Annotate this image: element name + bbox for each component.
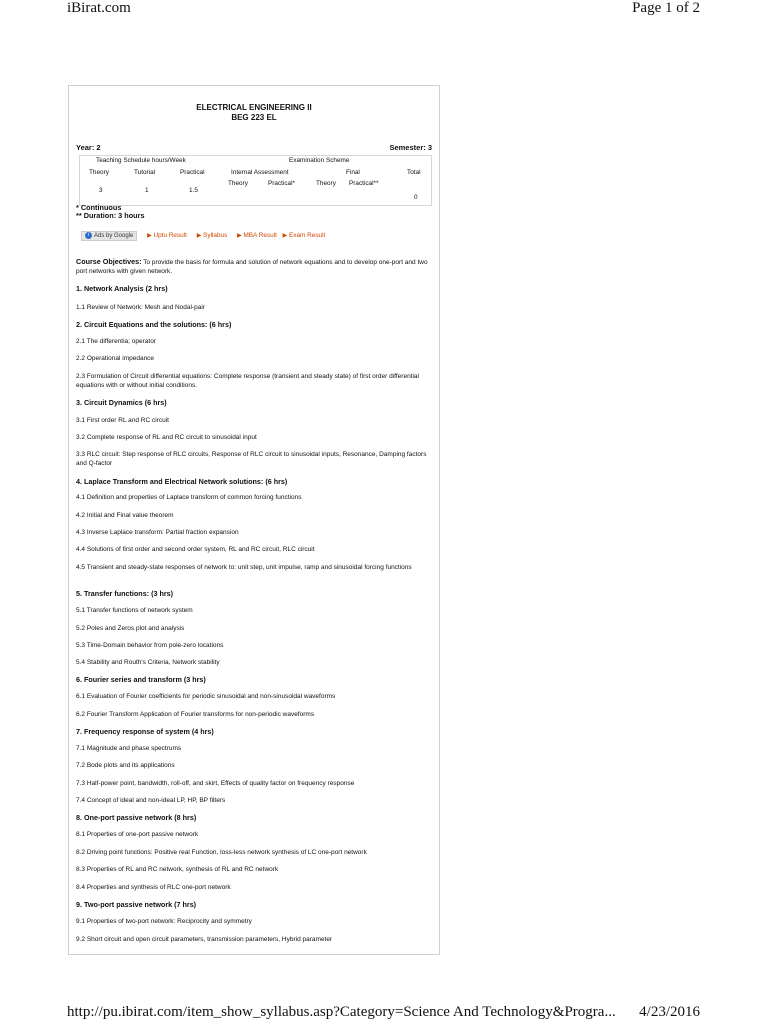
value-tutorial: 1 <box>145 187 149 194</box>
section-item: 9.2 Short circuit and open circuit parameters, transmission parameters, Hybrid parameter <box>76 936 333 943</box>
section-heading: 1. Network Analysis (2 hrs) <box>76 284 168 293</box>
section-item: 5.4 Stability and Routh's Criteria, Network stability <box>76 659 220 666</box>
page-header <box>0 0 768 22</box>
section-item: 9.1 Properties of two-port network: Reciprocity and symmetry <box>76 918 252 925</box>
section-item: 7.2 Bode plots and its applications <box>76 762 175 769</box>
objectives-text: To provide the basis for formula and solution of network equations and to develop one-port and two port networks with given network. <box>76 259 428 275</box>
examination-scheme-header: Examination Scheme <box>289 157 350 164</box>
info-icon: i <box>85 232 92 239</box>
course-title: ELECTRICAL ENGINEERING II <box>196 103 312 112</box>
course-code: BEG 223 EL <box>231 113 277 122</box>
section-item: 5.1 Transfer functions of network system <box>76 607 193 614</box>
col-ia-practical: Practical* <box>268 180 295 187</box>
section-heading: 3. Circuit Dynamics (6 hrs) <box>76 398 167 407</box>
page-url: http://pu.ibirat.com/item_show_syllabus.asp?Category=Science And Technology&Progra... <box>67 1004 616 1020</box>
ad-link-exam-result[interactable] <box>283 232 326 239</box>
col-total: Total <box>407 169 421 176</box>
year-label: Year: 2 <box>76 143 101 152</box>
syllabus-box <box>68 85 440 955</box>
course-objectives <box>76 258 432 276</box>
col-ia-theory: Theory <box>228 180 248 187</box>
value-practical: 1.5 <box>189 187 198 194</box>
semester-label: Semester: 3 <box>389 143 432 152</box>
section-item: 5.3 Time-Domain behavior from pole-zero locations <box>76 642 224 649</box>
section-item: 4.3 Inverse Laplace transform: Partial fraction expansion <box>76 529 239 536</box>
print-date: 4/23/2016 <box>639 1004 700 1020</box>
section-item: 2.2 Operational impedance <box>76 355 155 362</box>
value-total: 0 <box>414 194 418 201</box>
section-item: 4.2 Initial and Final value theorem <box>76 512 174 519</box>
section-item: 8.1 Properties of one-port passive network <box>76 831 199 838</box>
note-continuous: * Continuous <box>76 203 122 212</box>
ads-label: Ads by Google <box>94 233 134 240</box>
ad-link-uptu-result[interactable] <box>147 232 187 239</box>
section-heading: 8. One-port passive network (8 hrs) <box>76 813 197 822</box>
col-final-theory: Theory <box>316 180 336 187</box>
site-name: iBirat.com <box>67 0 131 16</box>
section-item: 8.4 Properties and synthesis of RLC one-port network <box>76 884 231 891</box>
ad-link-syllabus[interactable] <box>197 232 228 239</box>
section-heading: 6. Fourier series and transform (3 hrs) <box>76 675 206 684</box>
col-final-practical: Practical** <box>349 180 379 187</box>
teaching-schedule-header: Teaching Schedule hours/Week <box>96 157 186 164</box>
ads-bar <box>81 231 325 241</box>
ad-link-label: MBA Result <box>243 232 277 240</box>
section-item: 6.1 Evaluation of Fourier coefficients for periodic sinusoidal and non-sinusoidal waveforms <box>76 693 336 700</box>
section-item: 4.5 Transient and steady-state responses of network to: unit step, unit impulse, ramp and sinusoidal forcing functions <box>76 564 412 571</box>
section-heading: 5. Transfer functions: (3 hrs) <box>76 589 174 598</box>
section-heading: 2. Circuit Equations and the solutions: (6 hrs) <box>76 320 232 329</box>
section-item: 5.2 Poles and Zeros plot and analysis <box>76 625 185 632</box>
section-item: 8.2 Driving point functions: Positive real Function, loss-less network synthesis of LC one-port network <box>76 849 367 856</box>
section-item: 3.3 RLC circuit: Step response of RLC circuits, Response of RLC circuit to sinusoidal inputs, Resonance, Damping factors and Q-factor <box>76 451 427 467</box>
section-heading: 7. Frequency response of system (4 hrs) <box>76 727 214 736</box>
col-theory: Theory <box>89 169 109 176</box>
section-item: 7.1 Magnitude and phase spectrums <box>76 745 182 752</box>
schedule-table <box>79 155 432 206</box>
ad-link-label: Syllabus <box>203 232 228 240</box>
col-practical: Practical <box>180 169 205 176</box>
col-internal-assessment: Internal Assessment <box>231 169 289 176</box>
play-triangle-icon: ▶ <box>147 233 152 240</box>
play-triangle-icon: ▶ <box>196 233 202 240</box>
page-footer <box>0 1004 768 1024</box>
page-number: Page 1 of 2 <box>632 0 700 16</box>
objectives-label: Course Objectives: <box>76 257 142 266</box>
note-duration: ** Duration: 3 hours <box>76 211 145 220</box>
section-item: 3.2 Complete response of RL and RC circuit to sinusoidal input <box>76 434 257 441</box>
section-item: 4.4 Solutions of first order and second order system, RL and RC circuit, RLC circuit <box>76 546 315 553</box>
ad-link-label: Uptu Result <box>153 232 187 240</box>
section-heading: 9. Two-port passive network (7 hrs) <box>76 900 197 909</box>
ad-link-label: Exam Result <box>289 232 326 240</box>
section-item: 2.3 Formulation of Circuit differential equations: Complete response (transient and steady state) of first order differential equations with or without initial conditions. <box>76 373 419 389</box>
col-final: Final <box>346 169 360 176</box>
section-item: 4.1 Definition and properties of Laplace transform of common forcing functions <box>76 494 302 501</box>
section-item: 3.1 First order RL and RC circuit <box>76 417 169 424</box>
section-item: 8.3 Properties of RL and RC network, synthesis of RL and RC network <box>76 866 279 873</box>
section-item: 2.1 The differentia; operator <box>76 338 156 345</box>
play-triangle-icon: ▶ <box>282 233 288 240</box>
section-item: 7.3 Half-power point, bandwidth, roll-off, and skirt, Effects of quality factor on frequency response <box>76 780 355 787</box>
value-theory: 3 <box>99 187 103 194</box>
play-triangle-icon: ▶ <box>237 233 242 240</box>
section-item: 7.4 Concept of ideal and non-ideal LP, HP, BP filters <box>76 797 226 804</box>
ad-link-mba-result[interactable] <box>237 232 277 239</box>
col-tutorial: Tutorial <box>134 169 156 176</box>
section-item: 6.2 Fourier Transform Application of Fourier transforms for non-periodic waveforms <box>76 711 315 718</box>
section-heading: 4. Laplace Transform and Electrical Network solutions: (6 hrs) <box>76 477 288 486</box>
ads-by-google-badge[interactable] <box>81 231 137 241</box>
section-item: 1.1 Review of Network: Mesh and Nodal-pair <box>76 304 205 311</box>
